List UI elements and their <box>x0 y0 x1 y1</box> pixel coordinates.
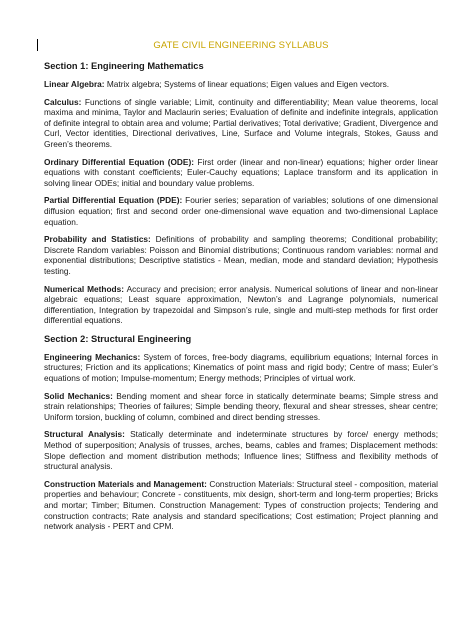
topic-text: Functions of single variable; Limit, continuity and differentiability; Mean value theorems, local maxima and minima, Taylor and Maclaurin series; Evaluation of definite and indefinite integrals, application of definite integral to obtain area and volume; Partial derivatives; Total derivative; Gradient, Divergence and Curl, Vector identities, Directional derivatives, Line, Surface and Volume integrals, Stokes, Gauss and Green’s theorems. <box>44 96 438 149</box>
topic-engineering-mechanics <box>44 352 438 384</box>
topic-name: Engineering Mechanics: <box>44 351 141 362</box>
topic-text: Definitions of probability and sampling theorems; Conditional probability; Discrete Random variables: Poisson and Binomial distributions; Continuous random variables: normal and exponential distributions; Descriptive statistics - Mean, median, mode and standard deviation; Hypothesis testing. <box>44 234 438 276</box>
topic-name: Construction Materials and Management: <box>44 478 207 489</box>
topic-calculus <box>44 97 438 150</box>
topic-construction-materials-management <box>44 479 438 532</box>
topic-text: Statically determinate and indeterminate structures by force/ energy methods; Method of superposition; Analysis of trusses, arches, beams, cables and frames; Displacement methods: Slope deflection and moment distribution methods; Influence lines; Stiffness and flexibility methods of structural analysis. <box>44 429 438 472</box>
topic-linear-algebra <box>44 79 438 90</box>
topic-numerical-methods <box>44 284 438 326</box>
section-heading: Section 1: Engineering Mathematics <box>44 61 204 71</box>
topic-name: Probability and Statistics: <box>44 234 151 245</box>
topic-name: Numerical Methods: <box>44 283 125 294</box>
topic-name: Structural Analysis: <box>44 429 125 440</box>
topic-name: Linear Algebra: <box>44 79 105 89</box>
topic-ode <box>44 157 438 189</box>
section-heading: Section 2: Structural Engineering <box>44 333 192 344</box>
document-title: GATE CIVIL ENGINEERING SYLLABUS <box>153 40 329 51</box>
topic-name: Ordinary Differential Equation (ODE): <box>44 156 194 167</box>
topic-text: Bending moment and shear force in statically determinate beams; Simple stress and strain relationships; Theories of failures; Simple bending theory, flexural and shear stresses, shear centre; Uniform torsion, buckling of column, combined and direct bending stresses. <box>44 390 438 422</box>
topic-text: System of forces, free-body diagrams, equilibrium equations; Internal forces in structures; Friction and its applications; Kinematics of point mass and rigid body; Centre of mass; Euler’s equations of motion; Impulse-momentum; Energy methods; Principles of virtual work. <box>44 351 438 384</box>
topic-text: Matrix algebra; Systems of linear equations; Eigen values and Eigen vectors. <box>104 79 390 89</box>
topic-name: Calculus: <box>44 96 82 107</box>
topic-text: Accuracy and precision; error analysis. Numerical solutions of linear and non-linear algebraic equations; Least square approximation, Newton’s and Lagrange polynomials, numerical differentiation, Integration by trapezoidal and Simpson’s rule, single and multi-step methods for first order differential equations. <box>44 283 439 326</box>
topic-structural-analysis <box>44 429 438 471</box>
topic-name: Partial Differential Equation (PDE): <box>44 195 183 206</box>
topic-pde <box>44 195 438 227</box>
topic-text: Construction Materials: Structural steel - composition, material properties and behaviour; Concrete - constituents, mix design, short-term and long-term properties; Bricks and mortar; Timber; Bitumen. Construction Management: Types of construction projects; Tendering and construction contracts; Rate analysis and standard specifications; Cost estimation; Project planning and network analysis - PERT and CPM. <box>44 478 438 532</box>
section-engineering-mathematics <box>44 60 438 326</box>
topic-text: Fourier series; separation of variables; solutions of one dimensional diffusion equation; first and second order one-dimensional wave equation and two-dimensional Laplace equation. <box>44 195 438 227</box>
section-structural-engineering <box>44 333 438 532</box>
topic-text: First order (linear and non-linear) equations; higher order linear equations with constant coefficients; Euler-Cauchy equations; Laplace transform and its application in solving linear ODEs; initial and boundary value problems. <box>44 156 438 188</box>
text-cursor <box>37 39 38 51</box>
topic-name: Solid Mechanics: <box>44 390 113 401</box>
topic-probability-statistics <box>44 234 438 276</box>
topic-solid-mechanics <box>44 391 438 423</box>
